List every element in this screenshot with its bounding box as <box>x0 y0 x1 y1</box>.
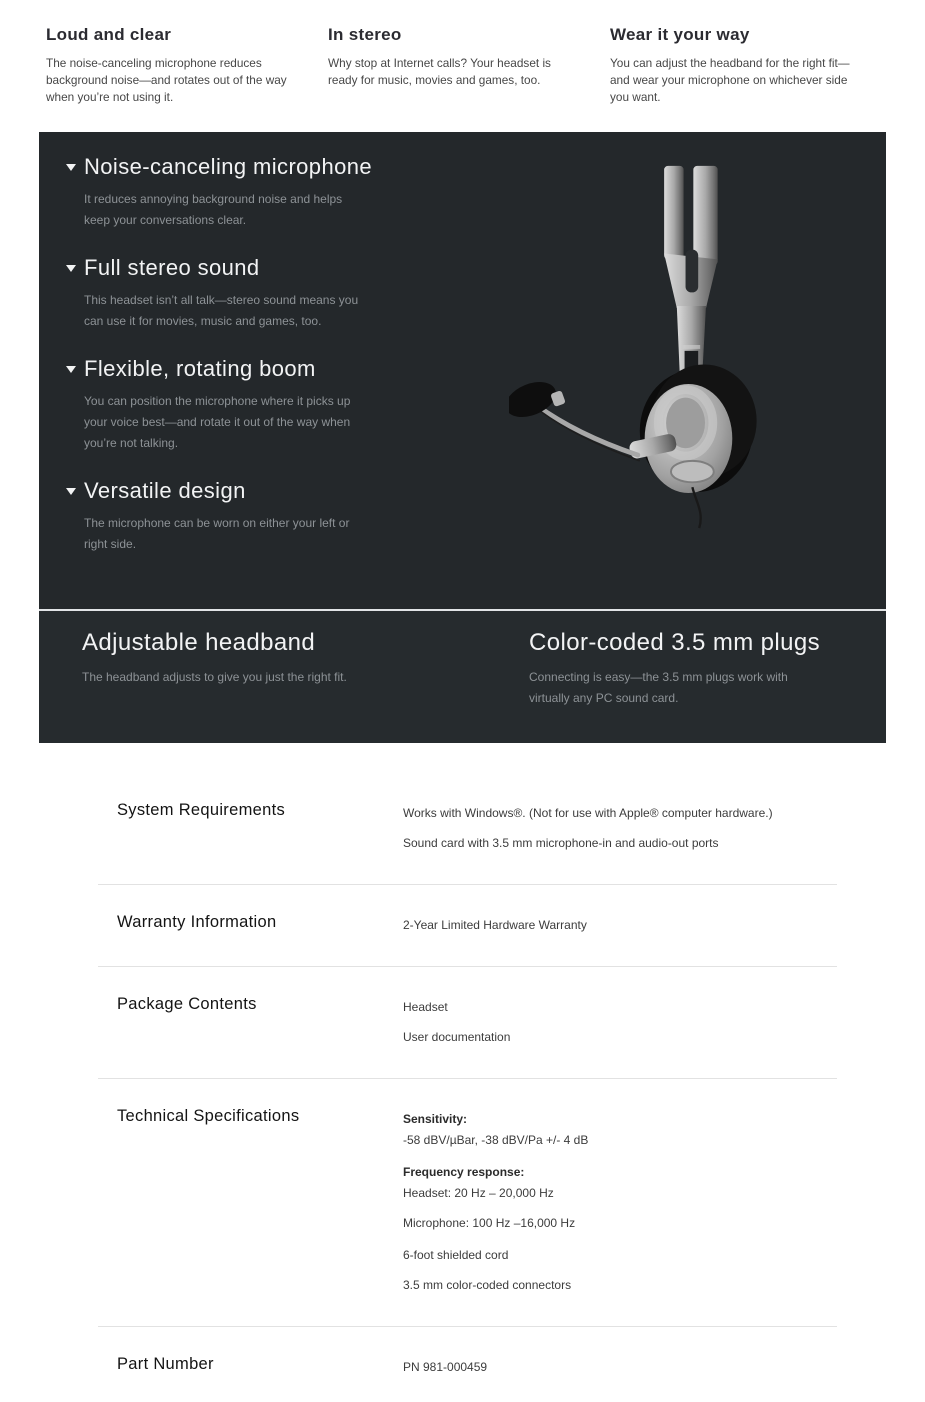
spec-value-line: User documentation <box>403 1030 511 1044</box>
spec-group-cord <box>403 1245 837 1296</box>
feature-description: This headset isn’t all talk—stereo sound means you can use it for movies, music and games, too. <box>84 293 359 328</box>
intro-body: The noise-canceling microphone reduces background noise—and rotates out of the way when you’re not using it. <box>46 56 287 104</box>
intro-column <box>46 12 301 106</box>
spec-value-line: Microphone: 100 Hz –16,000 Hz <box>403 1216 576 1230</box>
feature-item <box>66 154 439 231</box>
spec-value-line: Headset <box>403 1000 448 1014</box>
banner-panel <box>39 611 886 743</box>
spec-value <box>403 801 837 854</box>
spec-row-part-number <box>98 1327 837 1402</box>
spec-value-line: 6-foot shielded cord <box>403 1248 509 1262</box>
feature-description: You can position the microphone where it picks up your voice best—and rotate it out of the way when you’re not talking. <box>84 394 351 450</box>
spec-row-warranty <box>98 885 837 967</box>
feature-item <box>66 478 439 555</box>
feature-title: Flexible, rotating boom <box>84 356 316 381</box>
feature-toggle[interactable] <box>66 478 439 504</box>
spec-label: System Requirements <box>117 801 286 819</box>
banner-item <box>529 621 886 709</box>
feature-title: Full stereo sound <box>84 255 260 280</box>
feature-description: The microphone can be worn on either your left or right side. <box>84 516 350 551</box>
intro-column <box>328 12 583 106</box>
spec-value <box>403 1107 837 1296</box>
feature-toggle[interactable] <box>66 154 439 180</box>
spec-value-line: 3.5 mm color-coded connectors <box>403 1278 572 1292</box>
spec-table <box>98 773 837 1402</box>
spec-value-line: 2-Year Limited Hardware Warranty <box>403 918 587 932</box>
feature-item <box>66 255 439 332</box>
spec-row-package-contents <box>98 967 837 1079</box>
banner-description: The headband adjusts to give you just the right fit. <box>82 670 347 684</box>
spec-value-line: Headset: 20 Hz – 20,000 Hz <box>403 1186 554 1200</box>
banner-description: Connecting is easy—the 3.5 mm plugs work with virtually any PC sound card. <box>529 670 788 705</box>
feature-toggle[interactable] <box>66 255 439 281</box>
intro-title: In stereo <box>328 25 402 44</box>
banner-title: Adjustable headband <box>82 629 316 656</box>
feature-item <box>66 356 439 454</box>
hero-panel <box>39 132 886 609</box>
spec-group-frequency <box>403 1162 837 1234</box>
spec-value <box>403 995 837 1048</box>
spec-value-line: Frequency response: <box>403 1165 525 1179</box>
spec-value-line: Sound card with 3.5 mm microphone-in and audio-out ports <box>403 836 719 850</box>
intro-title: Wear it your way <box>610 25 750 44</box>
caret-down-icon <box>66 488 76 495</box>
intro-body: You can adjust the headband for the right fit—and wear your microphone on whichever side you want. <box>610 56 850 104</box>
intro-title: Loud and clear <box>46 25 172 44</box>
feature-accordion <box>39 132 439 609</box>
caret-down-icon <box>66 164 76 171</box>
spec-group-sensitivity <box>403 1109 837 1151</box>
intro-column <box>610 12 865 106</box>
feature-toggle[interactable] <box>66 356 439 382</box>
caret-down-icon <box>66 366 76 373</box>
feature-title: Noise-canceling microphone <box>84 154 372 179</box>
intro-features <box>0 0 925 132</box>
spec-value-line: Sensitivity: <box>403 1112 468 1126</box>
feature-description: It reduces annoying background noise and helps keep your conversations clear. <box>84 192 343 227</box>
intro-body: Why stop at Internet calls? Your headset is ready for music, movies and games, too. <box>328 56 551 87</box>
headset-image <box>439 132 886 609</box>
spec-row-system-requirements <box>98 773 837 885</box>
spec-value-line: -58 dBV/µBar, -38 dBV/Pa +/- 4 dB <box>403 1133 589 1147</box>
spec-label: Part Number <box>117 1355 214 1373</box>
spec-value-line: PN 981-000459 <box>403 1360 488 1374</box>
caret-down-icon <box>66 265 76 272</box>
spec-label: Technical Specifications <box>117 1107 300 1125</box>
banner-item <box>39 621 529 709</box>
spec-value-line: Works with Windows®. (Not for use with Apple® computer hardware.) <box>403 806 773 820</box>
spec-row-technical-specifications <box>98 1079 837 1327</box>
spec-value <box>403 913 837 936</box>
spec-label: Warranty Information <box>117 913 277 931</box>
spec-label: Package Contents <box>117 995 257 1013</box>
feature-title: Versatile design <box>84 478 246 503</box>
part-number-value <box>403 1355 837 1378</box>
banner-title: Color-coded 3.5 mm plugs <box>529 629 821 656</box>
